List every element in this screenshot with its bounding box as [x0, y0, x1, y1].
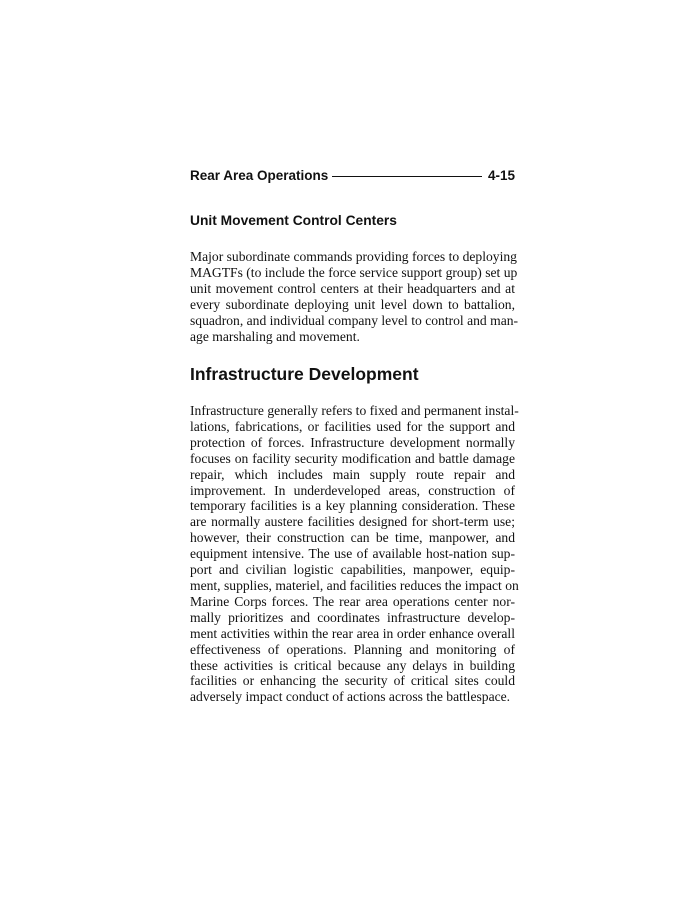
header-rule: [332, 176, 482, 177]
header-title: Rear Area Operations: [190, 167, 329, 183]
paragraph-infrastructure: [190, 403, 519, 705]
text-line: effectiveness of operations. Planning and monitoring of: [190, 641, 515, 657]
text-line: every subordinate deploying unit level down to battalion,: [190, 296, 515, 312]
text-line: lations, fabrications, or facilities used for the support and: [190, 418, 515, 434]
text-line: age marshaling and movement.: [190, 328, 360, 344]
text-line: protection of forces. Infrastructure development normally: [190, 434, 515, 450]
text-line: are normally austere facilities designed for short-term use;: [190, 514, 515, 530]
section-heading-unit-movement: Unit Movement Control Centers: [190, 213, 397, 228]
page-number: 4-15: [487, 167, 515, 183]
text-line: squadron, and individual company level to control and man-: [190, 312, 519, 328]
text-line: temporary facilities is a key planning consideration. These: [190, 498, 515, 514]
text-line: focuses on facility security modification and battle damage: [190, 450, 515, 466]
text-line: adversely impact conduct of actions across the battlespace.: [190, 689, 511, 705]
text-line: however, their construction can be time, manpower, and: [190, 530, 515, 546]
text-line: repair, which includes main supply route repair and: [190, 466, 515, 482]
text-line: Infrastructure generally refers to fixed and permanent instal-: [190, 403, 519, 418]
text-line: port and civilian logistic capabilities, manpower, equip-: [190, 562, 515, 578]
text-line: MAGTFs (to include the force service support group) set up: [190, 264, 518, 280]
text-line: Major subordinate commands providing forces to deploying: [190, 249, 517, 264]
section-heading-infrastructure: Infrastructure Development: [190, 364, 419, 384]
text-line: improvement. In underdeveloped areas, construction of: [190, 482, 515, 498]
text-line: Marine Corps forces. The rear area operations center nor-: [190, 593, 515, 609]
running-header: [190, 166, 515, 184]
text-line: these activities is critical because any delays in building: [190, 657, 515, 673]
text-line: ment activities within the rear area in order enhance overall: [190, 625, 515, 641]
text-line: unit movement control centers at their headquarters and at: [190, 280, 515, 296]
text-line: ment, supplies, materiel, and facilities reduces the impact on: [190, 577, 519, 593]
text-line: equipment intensive. The use of available host-nation sup-: [190, 546, 515, 562]
text-line: facilities or enhancing the security of critical sites could: [190, 673, 515, 689]
paragraph-unit-movement: [190, 249, 519, 344]
text-line: mally prioritizes and coordinates infrastructure develop-: [190, 609, 515, 625]
